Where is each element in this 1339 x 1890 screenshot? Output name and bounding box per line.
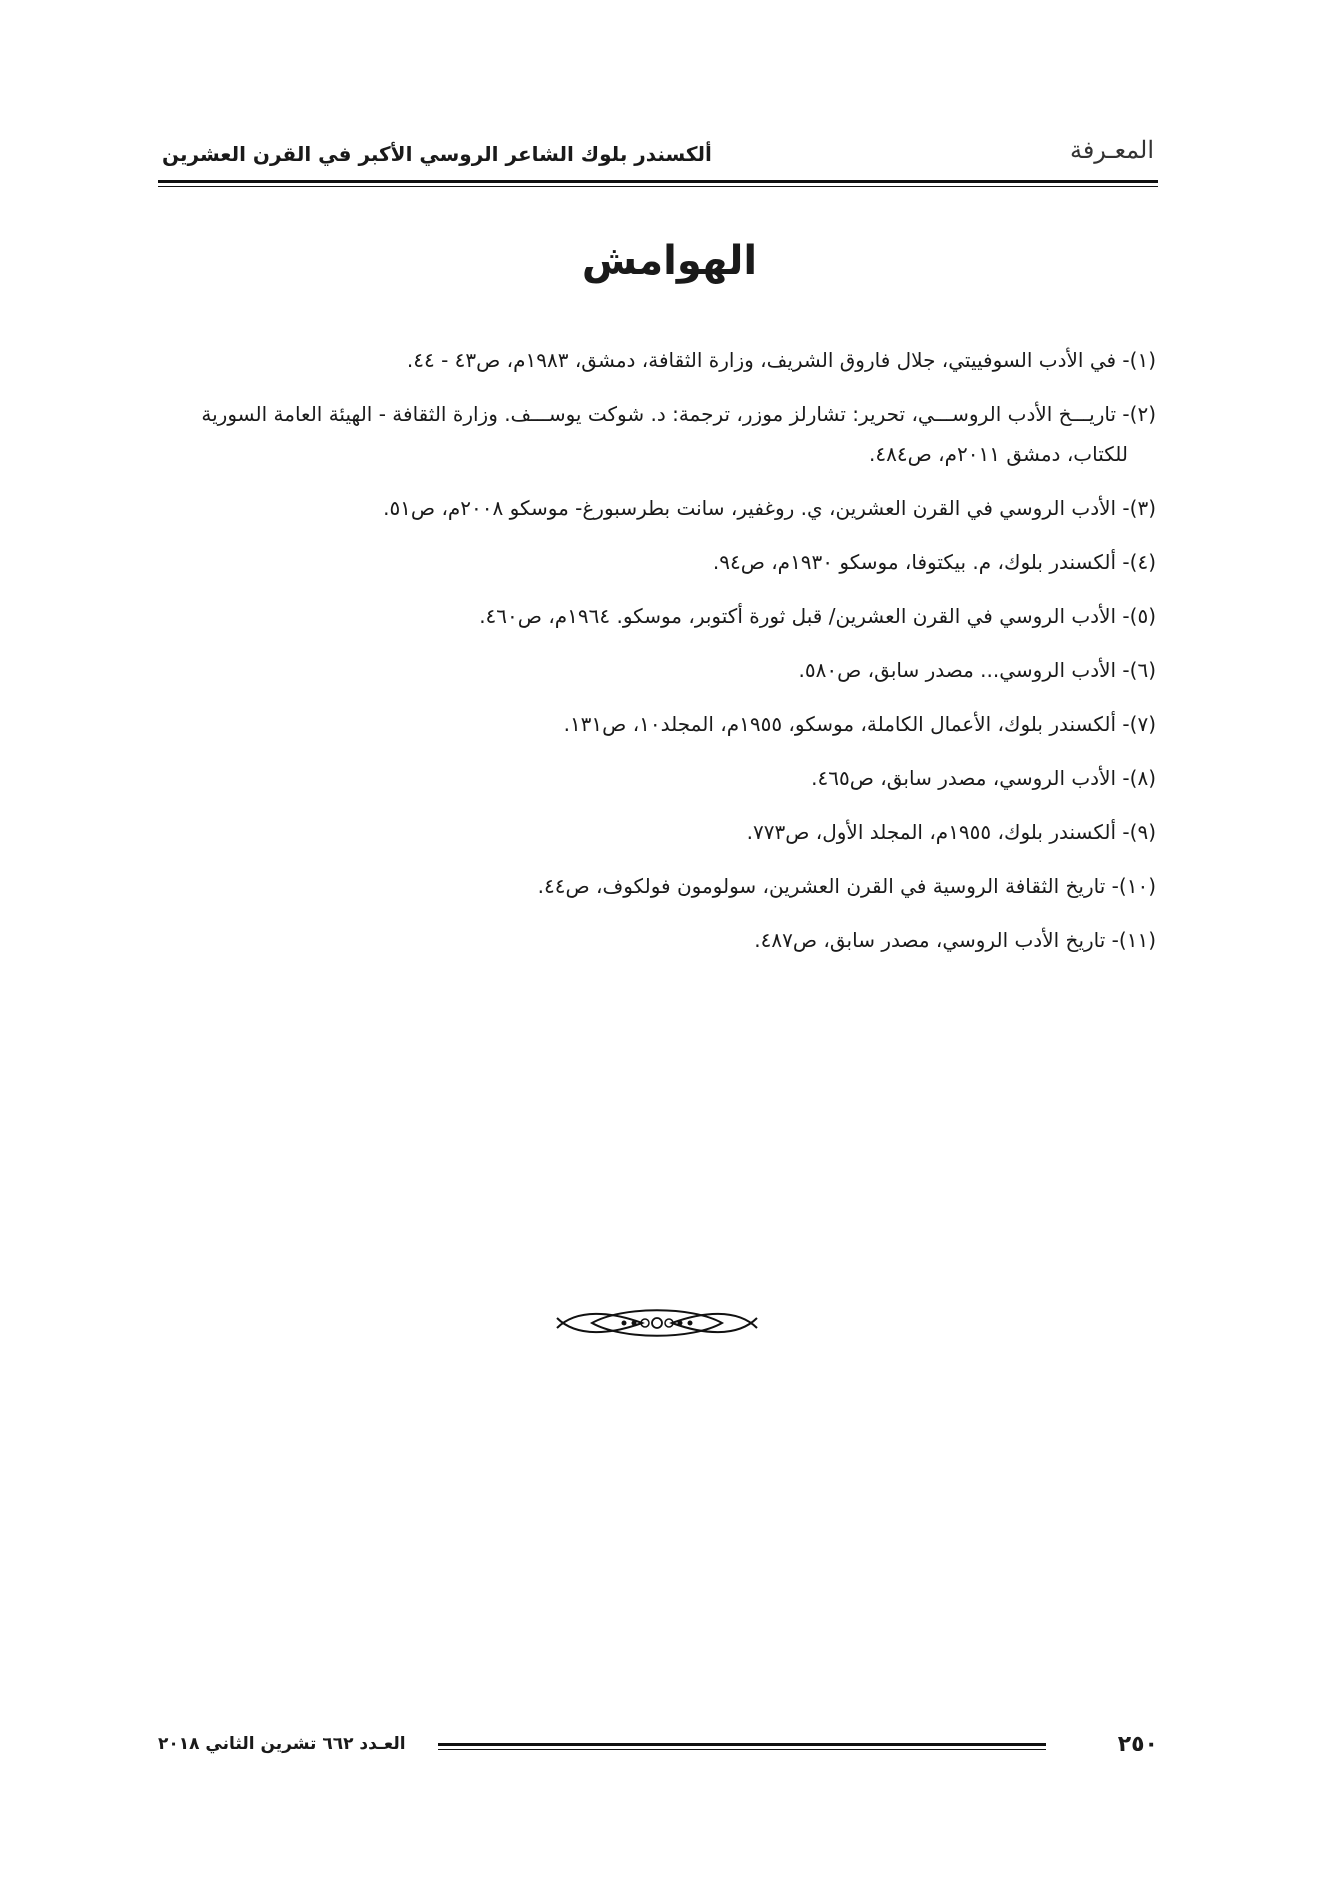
issue-label: العـدد ٦٦٢ تشرين الثاني ٢٠١٨ — [158, 1734, 406, 1754]
journal-logo: المعـرفة — [1069, 136, 1154, 164]
footnote-5: (٥)- الأدب الروسي في القرن العشرين/ قبل ثورة أكتوبر، موسكو. ١٩٦٤م، ص٤٦٠. — [479, 604, 1156, 628]
footer-rule-thick — [438, 1743, 1046, 1746]
page-footer — [158, 1732, 1158, 1762]
footnotes-list — [160, 340, 1156, 974]
header-rule-thin — [158, 186, 1158, 187]
footnote-6: (٦)- الأدب الروسي... مصدر سابق، ص٥٨٠. — [798, 658, 1156, 682]
article-title: ألكسندر بلوك الشاعر الروسي الأكبر في القرن العشرين — [162, 142, 712, 166]
footnote-4: (٤)- ألكسندر بلوك، م. بيكتوفا، موسكو ١٩٣٠م، ص٩٤. — [712, 550, 1156, 574]
footnote-1: (١)- في الأدب السوفييتي، جلال فاروق الشريف، وزارة الثقافة، دمشق، ١٩٨٣م، ص٤٣ - ٤٤. — [406, 348, 1156, 372]
section-title: الهوامش — [581, 238, 758, 284]
running-header — [158, 130, 1158, 172]
footnote-9: (٩)- ألكسندر بلوك، ١٩٥٥م، المجلد الأول، ص٧٧٣. — [746, 820, 1156, 844]
page-number: ٢٥٠ — [1117, 1732, 1158, 1757]
ornament-divider-icon — [552, 1298, 762, 1348]
footer-rule-thin — [438, 1749, 1046, 1750]
footnote-7: (٧)- ألكسندر بلوك، الأعمال الكاملة، موسكو، ١٩٥٥م، المجلد١٠، ص١٣١. — [563, 712, 1156, 736]
footnote-8: (٨)- الأدب الروسي، مصدر سابق، ص٤٦٥. — [811, 766, 1156, 790]
header-rule-thick — [158, 180, 1158, 183]
footnote-11: (١١)- تاريخ الأدب الروسي، مصدر سابق، ص٤٨٧. — [754, 928, 1156, 952]
footnote-3: (٣)- الأدب الروسي في القرن العشرين، ي. روغفير، سانت بطرسبورغ- موسكو ٢٠٠٨م، ص٥١. — [383, 496, 1156, 520]
footnote-10: (١٠)- تاريخ الثقافة الروسية في القرن العشرين، سولومون فولكوف، ص٤٤. — [537, 874, 1156, 898]
footnote-2: (٢)- تاريـــخ الأدب الروســـي، تحرير: تشارلز موزر، ترجمة: د. شوكت يوســـف. وزارة الثقافة - الهيئة العامة السورية للكتاب، دمشق ٢٠١١م، ص٤٨٤. — [201, 402, 1156, 466]
